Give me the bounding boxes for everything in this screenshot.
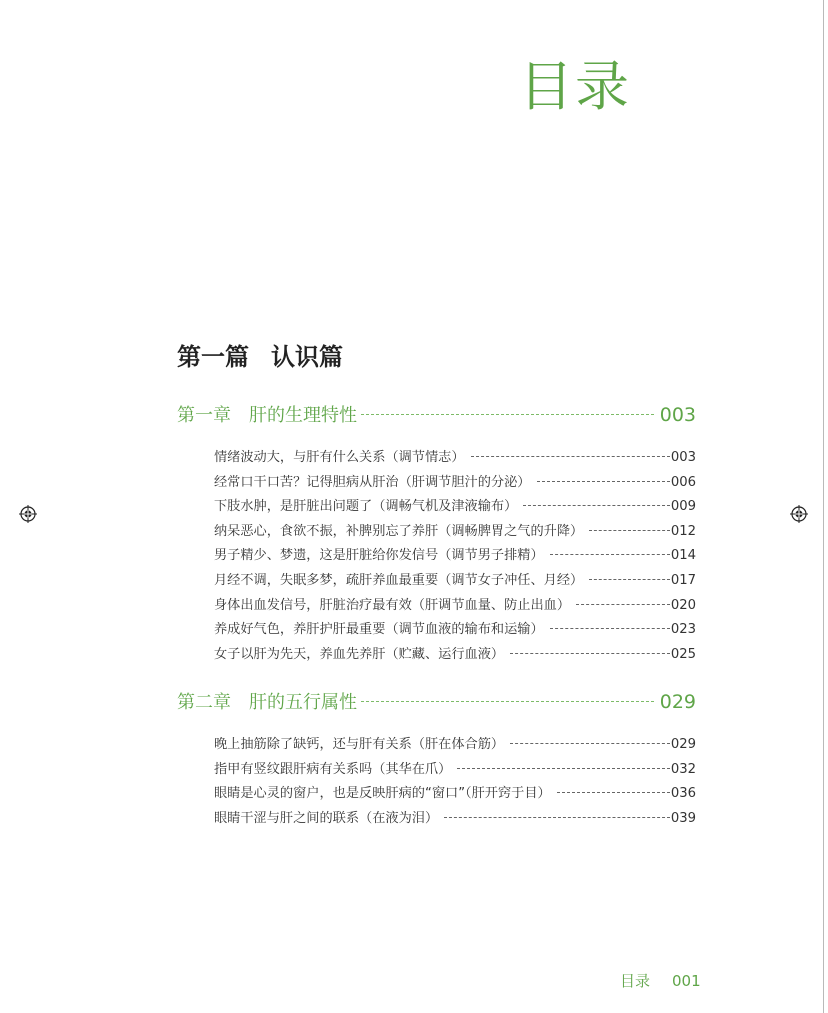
entry-title: 情绪波动大，与肝有什么关系（调节情志） xyxy=(214,450,465,465)
registration-mark-icon xyxy=(790,505,808,523)
entry-title: 指甲有竖纹跟肝病有关系吗（其华在爪） xyxy=(214,761,452,777)
entry-title: 下肢水肿，是肝脏出问题了（调畅气机及津液输布） xyxy=(214,499,518,515)
chapter-heading-2[interactable] xyxy=(177,689,696,716)
entry-page-number: 006 xyxy=(670,474,696,490)
entry-page-number: 032 xyxy=(670,761,696,777)
entry-page-number: 036 xyxy=(670,786,696,802)
dot-leader xyxy=(361,414,654,415)
toc-entry[interactable] xyxy=(214,594,696,619)
footer-page-number: 001 xyxy=(672,972,701,990)
entry-title: 纳呆恶心，食欲不振，补脾别忘了养肝（调畅脾胃之气的升降） xyxy=(214,523,584,539)
toc-entry[interactable] xyxy=(214,495,696,520)
chapter-label: 第二章 xyxy=(177,692,231,713)
chapter-label: 第一章 xyxy=(177,405,231,426)
page-edge xyxy=(823,0,824,1013)
dot-leader xyxy=(444,817,670,818)
toc-entry[interactable] xyxy=(214,733,696,758)
entry-title: 身体出血发信号，肝脏治疗最有效（肝调节血量、防止出血） xyxy=(214,597,571,613)
entry-page-number: 029 xyxy=(670,737,696,752)
dot-leader xyxy=(576,604,670,605)
toc-entry[interactable] xyxy=(214,446,696,471)
toc-entry[interactable] xyxy=(214,807,696,832)
toc-entry[interactable] xyxy=(214,471,696,496)
toc-entry[interactable] xyxy=(214,544,696,569)
entry-title: 经常口干口苦？记得胆病从肝治（肝调节胆汁的分泌） xyxy=(214,474,531,490)
chapter-name: 肝的生理特性 xyxy=(249,405,357,426)
chapter-page-number: 003 xyxy=(659,404,696,426)
dot-leader xyxy=(457,768,669,769)
entry-title: 眼睛是心灵的窗户，也是反映肝病的“窗口”（肝开窍于目） xyxy=(214,786,551,802)
entry-title: 养成好气色，养肝护肝最重要（调节血液的输布和运输） xyxy=(214,622,544,638)
page-title: 目录 xyxy=(519,55,631,118)
dot-leader xyxy=(589,579,670,580)
toc-entry[interactable] xyxy=(214,569,696,594)
entry-page-number: 012 xyxy=(670,523,696,539)
entry-title: 女子以肝为先天，养血先养肝（贮藏、运行血液） xyxy=(214,646,505,662)
chapter-2-entries xyxy=(214,733,696,831)
dot-leader xyxy=(523,505,670,506)
entry-title: 月经不调，失眠多梦，疏肝养血最重要（调节女子冲任、月经） xyxy=(214,572,584,588)
dot-leader xyxy=(510,653,670,654)
chapter-name: 肝的五行属性 xyxy=(249,692,357,713)
entry-page-number: 009 xyxy=(670,499,696,515)
dot-leader xyxy=(589,530,670,531)
entry-title: 眼睛干涩与肝之间的联系（在液为泪） xyxy=(214,810,439,826)
footer-label: 目录 xyxy=(620,972,651,990)
part-label: 第一篇 xyxy=(177,343,249,371)
entry-page-number: 025 xyxy=(670,646,696,662)
registration-mark-icon xyxy=(19,505,37,523)
part-heading xyxy=(177,343,343,372)
entry-page-number: 023 xyxy=(670,622,696,638)
entry-page-number: 017 xyxy=(670,572,696,588)
page-footer xyxy=(620,970,701,991)
dot-leader xyxy=(537,481,670,482)
dot-leader xyxy=(471,456,670,457)
toc-entry[interactable] xyxy=(214,520,696,545)
entry-page-number: 039 xyxy=(670,810,696,826)
toc-entry[interactable] xyxy=(214,618,696,643)
toc-entry[interactable] xyxy=(214,782,696,807)
dot-leader xyxy=(557,792,670,793)
chapter-heading-1[interactable] xyxy=(177,402,696,429)
chapter-1-entries xyxy=(214,446,696,667)
toc-entry[interactable] xyxy=(214,758,696,783)
dot-leader xyxy=(550,554,670,555)
dot-leader xyxy=(510,743,670,744)
dot-leader xyxy=(361,701,654,702)
dot-leader xyxy=(550,628,670,629)
part-name: 认识篇 xyxy=(271,343,343,371)
chapter-page-number: 029 xyxy=(659,691,696,713)
entry-title: 男子精少、梦遗，这是肝脏给你发信号（调节男子排精） xyxy=(214,548,544,564)
entry-title: 晚上抽筋除了缺钙，还与肝有关系（肝在体合筋） xyxy=(214,737,505,752)
entry-page-number: 003 xyxy=(670,450,696,465)
toc-entry[interactable] xyxy=(214,643,696,668)
entry-page-number: 020 xyxy=(670,597,696,613)
entry-page-number: 014 xyxy=(670,548,696,564)
